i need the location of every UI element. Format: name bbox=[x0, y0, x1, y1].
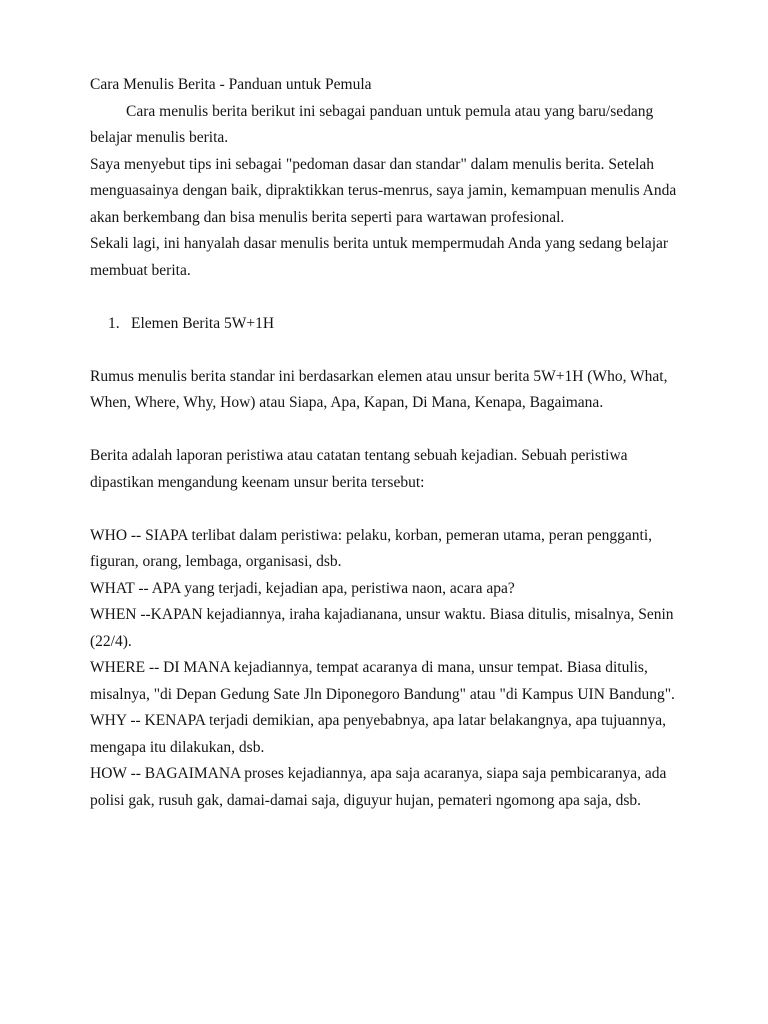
intro-paragraph-3: Sekali lagi, ini hanyalah dasar menulis berita untuk mempermudah Anda yang sedang belajar membuat berita. bbox=[90, 235, 669, 279]
spacer bbox=[90, 496, 690, 523]
intro-paragraph-2: Saya menyebut tips ini sebagai "pedoman dasar dan standar" dalam menulis berita. Setelah menguasainya dengan baik, dipraktikkan terus-menrus, saya jamin, kemampuan menulis Anda akan berkembang dan bisa menulis berita seperti para wartawan profesional. bbox=[90, 155, 677, 226]
section-heading-text: Elemen Berita 5W+1H bbox=[131, 314, 275, 332]
spacer bbox=[90, 284, 690, 311]
body-paragraph-1: Rumus menulis berita standar ini berdasarkan elemen atau unsur berita 5W+1H (Who, What, When, Where, Why, How) atau Siapa, Apa, Kapan, Di Mana, Kenapa, Bagaimana. bbox=[90, 367, 668, 411]
element-how: HOW -- BAGAIMANA proses kejadiannya, apa saja acaranya, siapa saja pembicaranya, ada polisi gak, rusuh gak, damai-damai saja, diguyur hujan, pemateri ngomong apa saja, dsb. bbox=[90, 765, 667, 809]
element-where: WHERE -- DI MANA kejadiannya, tempat acaranya di mana, unsur tempat. Biasa ditulis, misalnya, "di Depan Gedung Sate Jln Diponegoro Bandung" atau "di Kampus UIN Bandung". bbox=[90, 659, 675, 703]
spacer bbox=[90, 337, 690, 364]
body-paragraph-2: Berita adalah laporan peristiwa atau catatan tentang sebuah kejadian. Sebuah peristiwa dipastikan mengandung keenam unsur berita tersebut: bbox=[90, 447, 628, 491]
document-title: Cara Menulis Berita - Panduan untuk Pemula bbox=[90, 76, 372, 93]
element-why: WHY -- KENAPA terjadi demikian, apa penyebabnya, apa latar belakangnya, apa tujuannya, mengapa itu dilakukan, dsb. bbox=[90, 712, 667, 756]
section-heading-1 bbox=[90, 311, 690, 338]
document-page bbox=[90, 72, 690, 814]
intro-paragraph-1: Cara menulis berita berikut ini sebagai panduan untuk pemula atau yang baru/sedang belajar menulis berita. bbox=[90, 102, 654, 146]
element-what: WHAT -- APA yang terjadi, kejadian apa, peristiwa naon, acara apa? bbox=[90, 579, 515, 597]
element-who: WHO -- SIAPA terlibat dalam peristiwa: pelaku, korban, pemeran utama, peran pengganti, figuran, orang, lembaga, organisasi, dsb. bbox=[90, 526, 652, 570]
spacer bbox=[90, 417, 690, 444]
section-number: 1. bbox=[108, 314, 120, 332]
element-when: WHEN --KAPAN kejadiannya, iraha kajadianana, unsur waktu. Biasa ditulis, misalnya, Senin (22/4). bbox=[90, 606, 674, 650]
